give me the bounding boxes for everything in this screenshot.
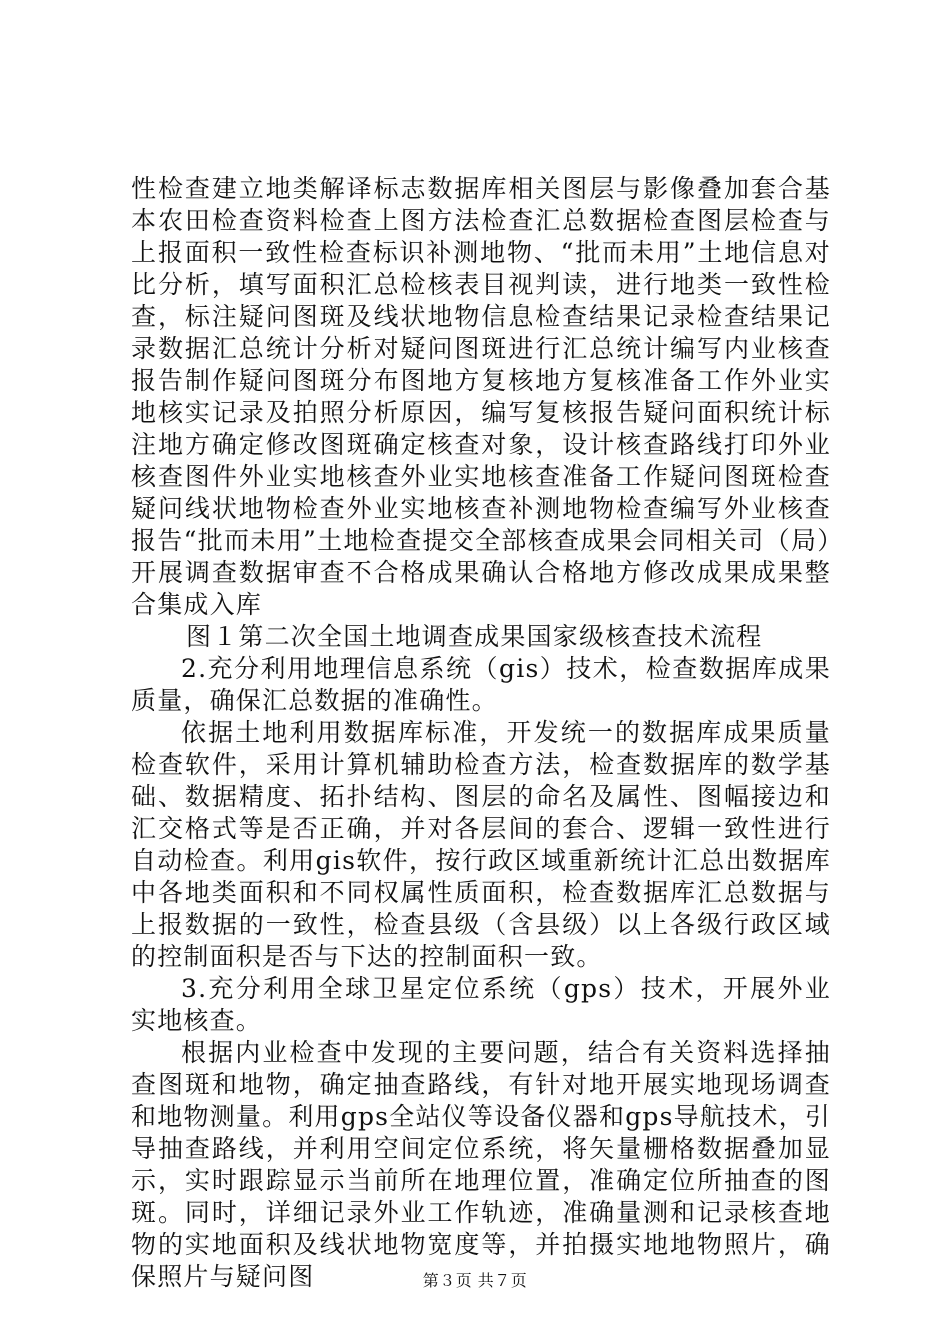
figure-caption: 图１第二次全国土地调查成果国家级核查技术流程 (186, 622, 763, 651)
paragraph-gis-details: 依据土地利用数据库标准，开发统一的数据库成果质量检查软件，采用计算机辅助检查方法，检查数据库的数学基础、数据精度、拓扑结构、图层的命名及属性、图幅接边和汇交格式等是否正确，并对各层间的套合、逻辑一致性进行自动检查。利用gis软件，按行政区域重新统计汇总出数据库中各地类面积和不同权属性质面积，检查数据库汇总数据与上报数据的一致性，检查县级（含县级）以上各级行政区域的控制面积是否与下达的控制面积一致。 (131, 718, 831, 971)
section-heading-gis: 2.充分利用地理信息系统（gis）技术，检查数据库成果质量，确保汇总数据的准确性。 (131, 654, 831, 715)
section-heading-gps: 3.充分利用全球卫星定位系统（gps）技术，开展外业实地核查。 (131, 974, 831, 1035)
page-number-footer: 第３页 共７页 (422, 1271, 528, 1290)
paragraph-gps-details: 根据内业检查中发现的主要问题，结合有关资料选择抽查图斑和地物，确定抽查路线，有针对地开展实地现场调查和地物测量。利用gps全站仪等设备仪器和gps导航技术，引导抽查路线，并利用空间定位系统，将矢量栅格数据叠加显示，实时跟踪显示当前所在地理位置，准确定位所抽查的图斑。同时，详细记录外业工作轨迹，准确量测和记录核查地物的实地面积及线状地物宽度等，并拍摄实地地物照片，确保照片与疑问图 (131, 1038, 831, 1291)
flowchart-text-paragraph: 性检查建立地类解译标志数据库相关图层与影像叠加套合基本农田检查资料检查上图方法检查汇总数据检查图层检查与上报面积一致性检查标识补测地物、“批而未用”土地信息对比分析，填写面积汇总检核表目视判读，进行地类一致性检查，标注疑问图斑及线状地物信息检查结果记录检查结果记录数据汇总统计分析对疑问图斑进行汇总统计编写内业核查报告制作疑问图斑分布图地方复核地方复核准备工作外业实地核实记录及拍照分析原因，编写复核报告疑问面积统计标注地方确定修改图斑确定核查对象，设计核查路线打印外业核查图件外业实地核查外业实地核查准备工作疑问图斑检查疑问线状地物检查外业实地核查补测地物检查编写外业核查报告“批而未用”土地检查提交全部核查成果会同相关司（局）开展调查数据审查不合格成果确认合格地方修改成果成果整合集成入库 (131, 174, 831, 619)
document-body (131, 173, 831, 1293)
